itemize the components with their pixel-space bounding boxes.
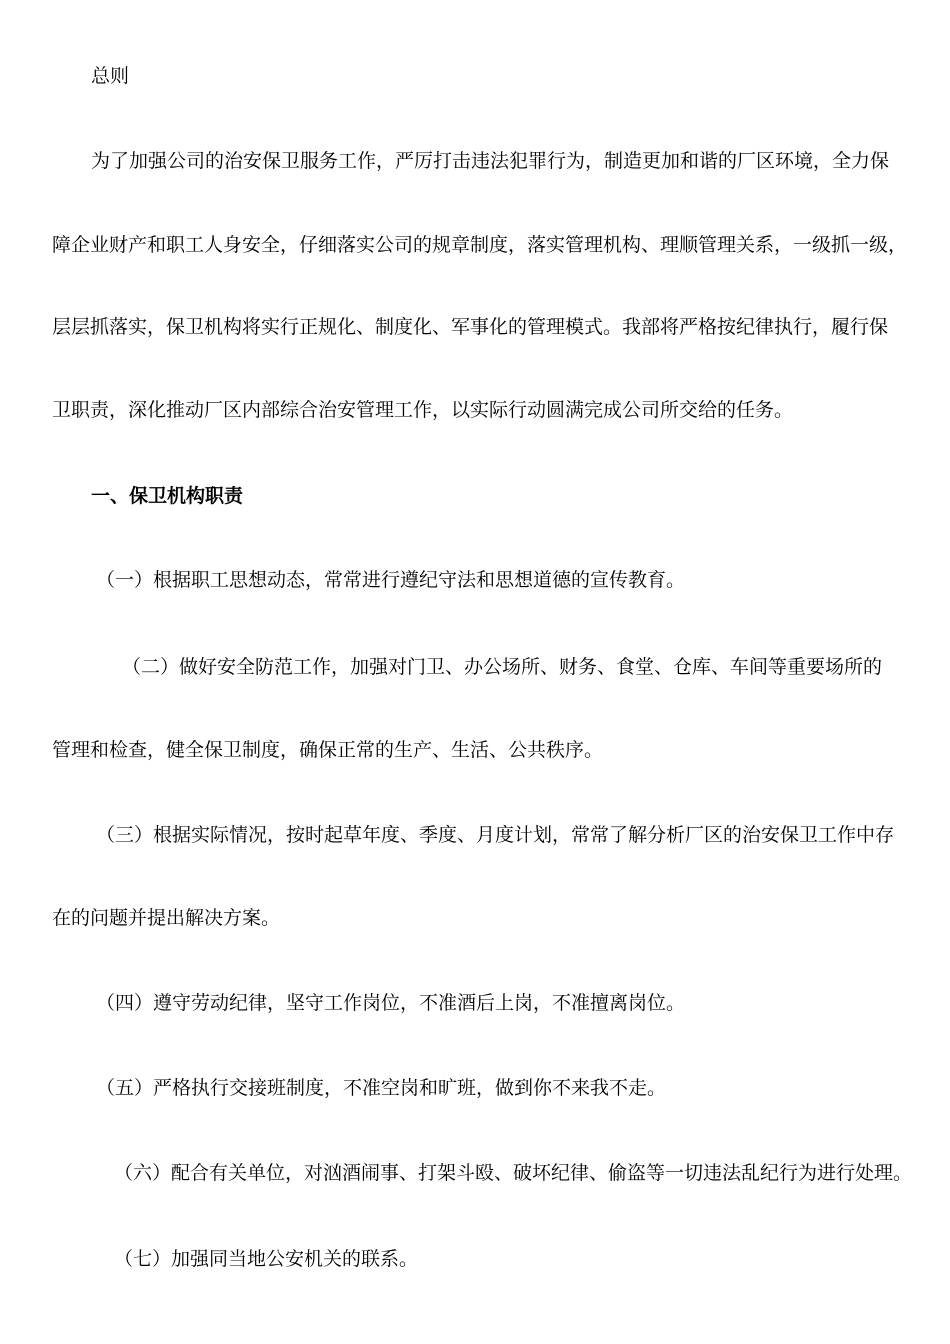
item-3-line-2: 在的问题并提出解决方案。 [52, 907, 281, 929]
item-2-line-2: 管理和检查，健全保卫制度，确保正常的生产、生活、公共秩序。 [52, 739, 604, 761]
item-6-line-1: （六）配合有关单位，对汹酒闹事、打架斗殴、破坏纪律、偷盗等一切违法乱纪行为进行处理。 [114, 1162, 913, 1184]
intro-line-3: 层层抓落实，保卫机构将实行正规化、制度化、军事化的管理模式。我部将严格按纪律执行，履行保 [52, 316, 889, 338]
item-4-line-1: （四）遵守劳动纪律，坚守工作岗位，不准酒后上岗，不准擅离岗位。 [96, 992, 686, 1014]
heading-general: 总则 [91, 65, 130, 87]
intro-line-1: 为了加强公司的治安保卫服务工作，严厉打击违法犯罪行为，制造更加和谐的厂区环境，全力保 [91, 150, 890, 172]
intro-line-2: 障企业财产和职工人身安全，仔细落实公司的规章制度，落实管理机构、理顺管理关系，一级抓一级， [52, 234, 908, 256]
item-3-line-1: （三）根据实际情况，按时起草年度、季度、月度计划，常常了解分析厂区的治安保卫工作中存 [96, 824, 895, 846]
item-1-line-1: （一）根据职工思想动态，常常进行遵纪守法和思想道德的宣传教育。 [96, 569, 686, 591]
item-7-line-1: （七）加强同当地公安机关的联系。 [114, 1248, 419, 1270]
item-5-line-1: （五）严格执行交接班制度，不准空岗和旷班，做到你不来我不走。 [96, 1077, 667, 1099]
item-2-line-1: （二）做好安全防范工作，加强对门卫、办公场所、财务、食堂、仓库、车间等重要场所的 [122, 656, 883, 678]
intro-line-4: 卫职责，深化推动厂区内部综合治安管理工作，以实际行动圆满完成公司所交给的任务。 [52, 399, 794, 421]
section-title: 一、保卫机构职责 [91, 485, 244, 507]
